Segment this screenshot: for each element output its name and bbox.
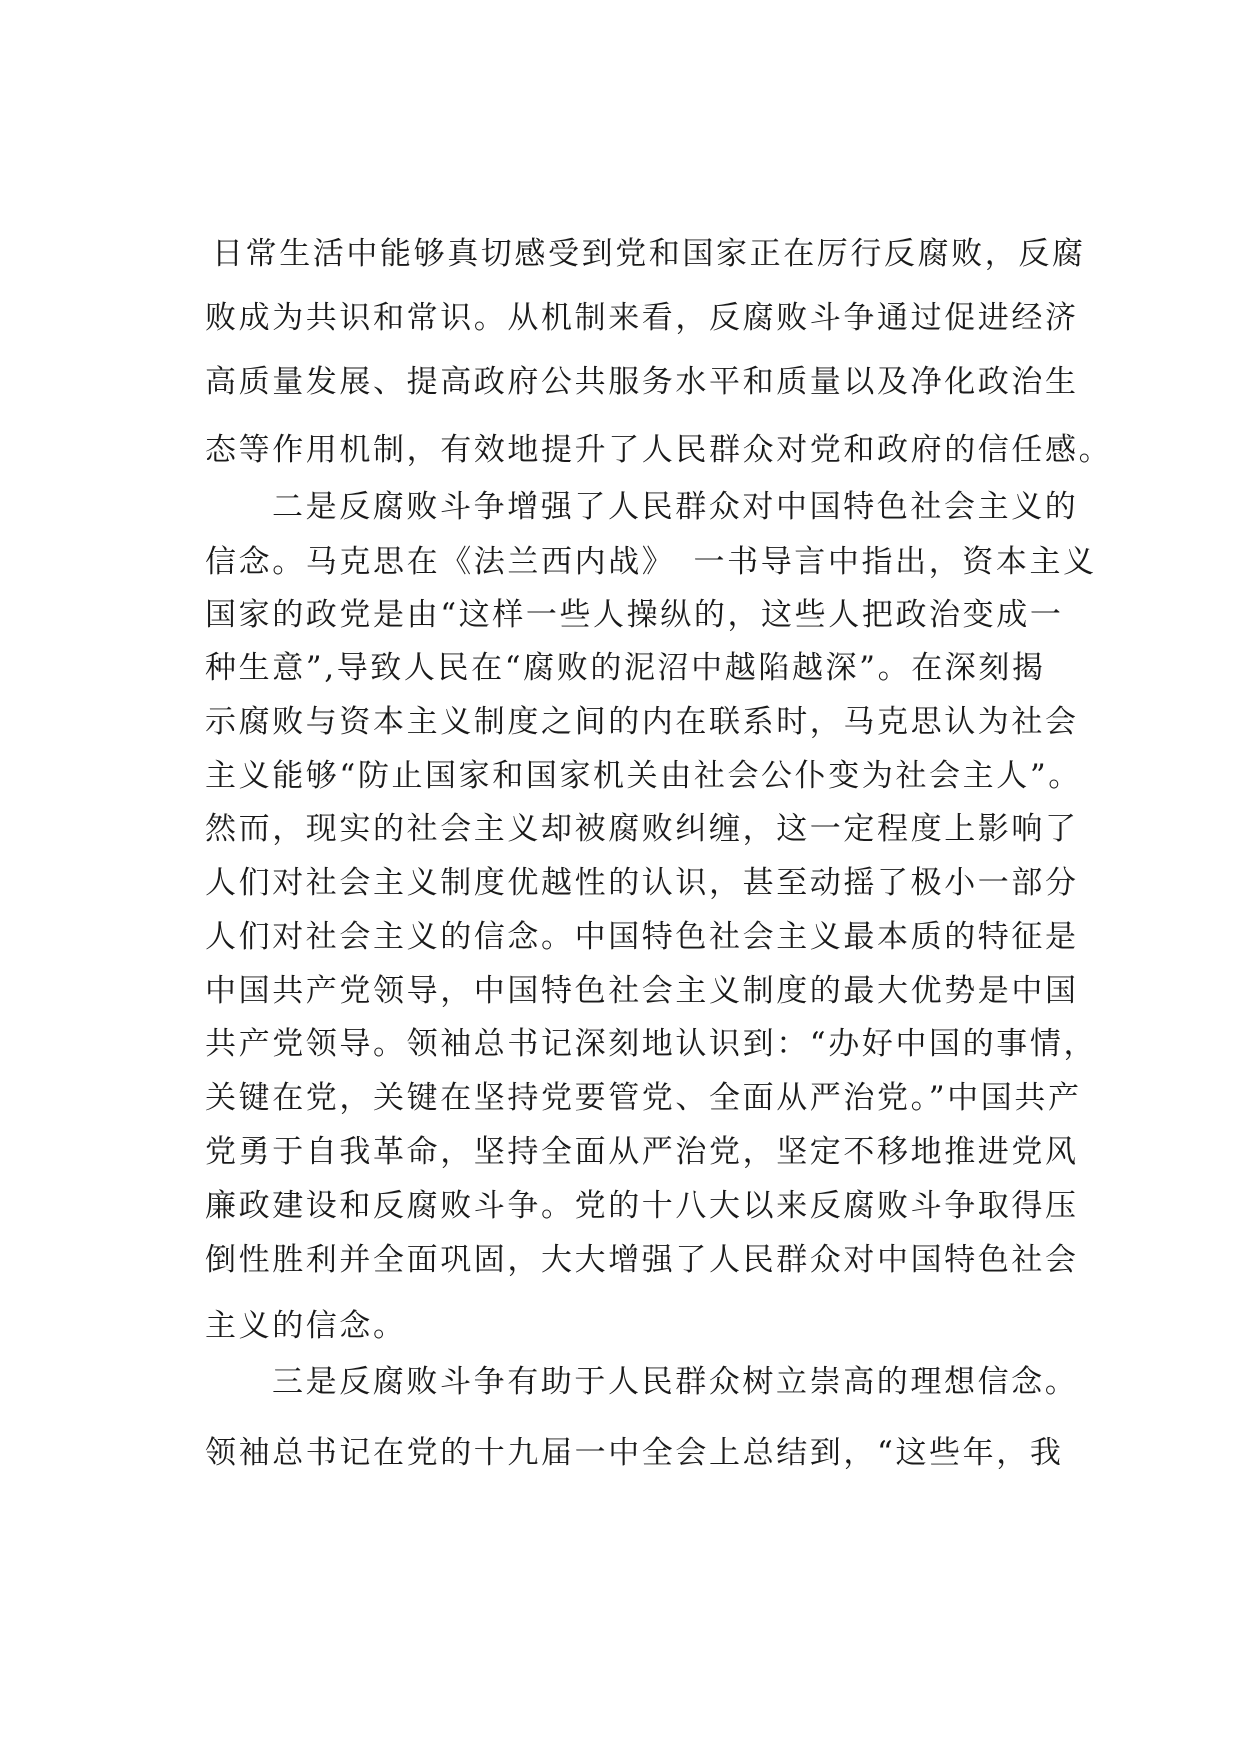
text-line: 败成为共识和常识。从机制来看，反腐败斗争通过促进经济 xyxy=(205,300,1079,336)
text-line: 然而，现实的社会主义却被腐败纠缠，这一定程度上影响了 xyxy=(205,811,1079,847)
paragraph-three-first-line: 三是反腐败斗争有助于人民群众树立崇高的理想信念。 xyxy=(272,1364,1079,1400)
text-line: 日常生活中能够真切感受到党和国家正在厉行反腐败，反腐 xyxy=(212,236,1086,272)
text-line: 共产党领导。领袖总书记深刻地认识到：“办好中国的事情， xyxy=(205,1026,1098,1062)
text-line: 中国共产党领导，中国特色社会主义制度的最大优势是中国 xyxy=(205,973,1079,1009)
text-line: 信念。马克思在《法兰西内战》 一书导言中指出，资本主义 xyxy=(205,544,1097,580)
text-line: 廉政建设和反腐败斗争。党的十八大以来反腐败斗争取得压 xyxy=(205,1188,1079,1224)
paragraph-two-first-line: 二是反腐败斗争增强了人民群众对中国特色社会主义的 xyxy=(272,489,1079,525)
text-line: 主义的信念。 xyxy=(205,1308,407,1344)
text-line: 态等作用机制，有效地提升了人民群众对党和政府的信任感。 xyxy=(205,432,1113,468)
text-line: 高质量发展、提高政府公共服务水平和质量以及净化政治生 xyxy=(205,364,1079,400)
text-line: 关键在党，关键在坚持党要管党、全面从严治党。”中国共产 xyxy=(205,1080,1082,1116)
text-line: 国家的政党是由“这样一些人操纵的，这些人把政治变成一 xyxy=(205,597,1064,633)
text-line: 领袖总书记在党的十九届一中全会上总结到，“这些年，我 xyxy=(205,1435,1064,1471)
text-line: 党勇于自我革命，坚持全面从严治党，坚定不移地推进党风 xyxy=(205,1134,1079,1170)
text-line: 倒性胜利并全面巩固，大大增强了人民群众对中国特色社会 xyxy=(205,1242,1079,1278)
text-line: 示腐败与资本主义制度之间的内在联系时，马克思认为社会 xyxy=(205,704,1079,740)
text-line: 人们对社会主义的信念。中国特色社会主义最本质的特征是 xyxy=(205,919,1079,955)
text-line: 主义能够“防止国家和国家机关由社会公仆变为社会主人”。 xyxy=(205,758,1082,794)
text-line: 人们对社会主义制度优越性的认识，甚至动摇了极小一部分 xyxy=(205,865,1079,901)
text-line: 种生意”,导致人民在“腐败的泥沼中越陷越深”。在深刻揭 xyxy=(205,650,1046,686)
